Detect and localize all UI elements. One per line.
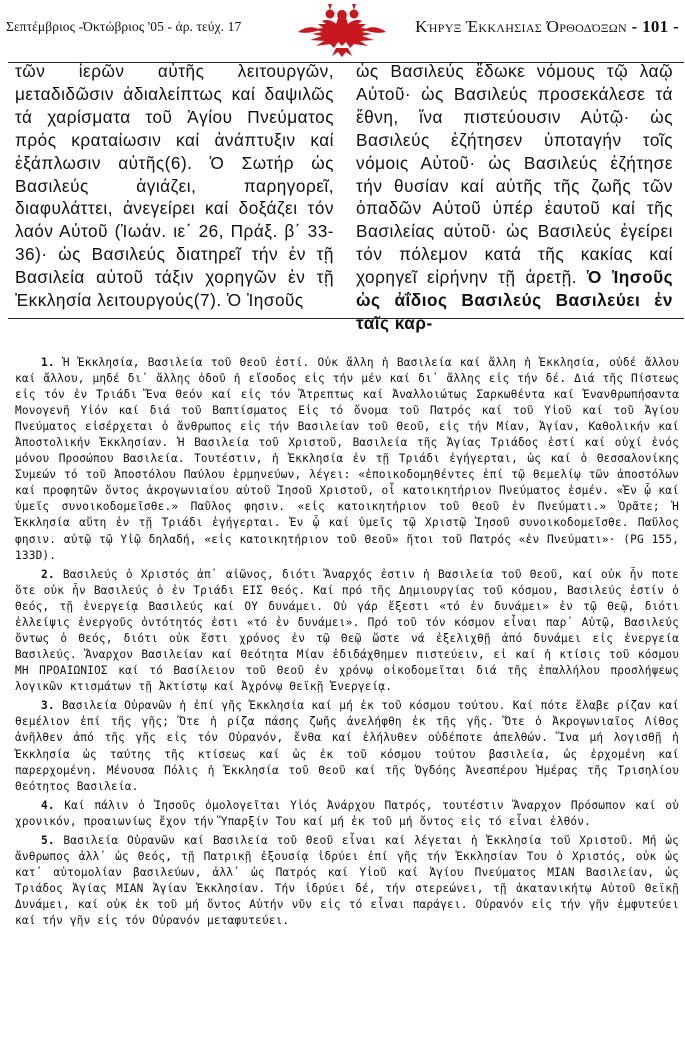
footnote-text: Βασιλεύς ὁ Χριστός ἀπ᾽ αἰῶνος, διότι Ἄναρχός ἐστιν ἡ Βασιλεία τοῦ Θεοῦ, καί οὐκ ἦν ποτε ὅτε οὐκ ἦν Βασιλεύς ὁ ἐν Τριάδι ΕΙΣ Θεός. Καί πρό τῆς Δημιουργίας τοῦ κόσμου, Βασιλεύς ἐστίν ὁ Θεός, τῇ ἐνεργείᾳ Βασιλεύς καί ΟΥ δυνάμει. Οὐ γάρ ἔξεστι «τό ἐν δυνάμει» ἐν τῷ Θεῷ, διότι ἐλλείψις ἐνεργοῦς ὀντότητός ἐστι «τό ἐν δυνάμει». Πρό τοῦ τόν κόσμον εἶναι παρ᾽ Αὐτῷ, Βασιλεύς ὄντως ὁ Θεός, διότι οὐκ ἔστι χρόνος ἐν τῷ Θεῷ ὥστε νά ἐξελιχθῇ ἀπό δυνάμει εἰς ἐνεργεία Βασιλεύς. Ἄναρχον Βασιλείαν καί Θεότητα Μίαν ἐδιδάχθημεν πιστεύειν, εἰ καί ἡ κτίσις τοῦ κόσμου ΜΗ ΠΡΟΑΙΩΝΙΟΣ καί τό Βασίλειον τοῦ Θεοῦ ἐν χρόνῳ οἰκοδομεῖται διά τῆς ἐπαλλήλου προσλήψεως λογικῶν κτισμάτων τῇ Ἀκτίστῳ καί Ἀχρόνῳ Θεϊκῇ Ἐνεργείᾳ. <box>15 567 679 694</box>
double-headed-eagle-icon <box>292 2 392 58</box>
footnote-divider <box>8 318 684 319</box>
journal-title <box>415 17 679 37</box>
footnote-number: 3. <box>41 699 55 713</box>
right-column-bold: Ὁ Ἰησοῦς ὡς ἀΐδιος Βασιλεύς Βασιλεύει ἐν ταῖς καρ- <box>356 267 674 333</box>
page-number: - 101 - <box>631 17 679 36</box>
footnote-number: 5. <box>41 834 55 848</box>
footnote-text: Βασιλεία Οὐρανῶν ἡ ἐπί γῆς Ἐκκλησία καί μή ἐκ τοῦ κόσμου τούτου. Καί πότε ἔλαβε ρίζαν καί θεμέλιον ἐπί τῆς γῆς; Ὅτε ἡ ρίζα πάσης ζωῆς ἀνελήφθη ἐκ τῆς γῆς. Ὅτε ὁ Ἀκρογωνιαῖος Λίθος ἀνῆλθεν ἀπό τῆς γῆς εἰς τόν Οὐρανόν, ἔνθα καί ἐλήλυθεν οὐδέποτε ἀπελθών. Ἵνα μή λογισθῇ ἡ Ἐκκλησία ὡς ταύτης τῆς κτίσεως καί ὡς ἐκ τοῦ κόσμου τούτου βασιλεία, ὡς ἐρχομένη καί παρερχομένη. Μένουσα Πόλις ἡ Ἐκκλησία τοῦ Θεοῦ καί τῆς Ὀγδόης Ἀνεσπέρου Ἡμέρας τῆς Τρισηλίου Θεότητος Βασιλεία. <box>15 699 679 793</box>
journal-name: Κήρυξ Έκκλησιας Όρθοδόξων <box>415 17 627 36</box>
footnote-number: 4. <box>41 798 55 812</box>
footnote-text: Καί πάλιν ὁ Ἰησοῦς ὁμολογεῖται Υἱός Ἀνάρχου Πατρός, τουτέστιν Ἄναρχον Πρόσωπον καί οὐ χρονικόν, προαιωνίως ἔχον τήν Ὕπαρξίν Του καί μή ἐκ τοῦ μή ὄντος εἰς τό εἶναι ἐλθόν. <box>15 798 679 828</box>
footnote-1 <box>15 355 679 564</box>
footnote-text: Ἡ Ἐκκλησία, Βασιλεία τοῦ Θεοῦ ἐστί. Οὐκ ἄλλη ἡ Βασιλεία καί ἄλλη ἡ Ἐκκλησία, οὐδέ ἄλλου καί ἄλλου, μηδέ δι᾽ ἄλλης ὁδοῦ ἡ εἴσοδος εἰς τήν μέν καί δι᾽ ἄλλης εἰς τήν δέ. Διά τῆς Πίστεως εἰς τόν ἐν Τριάδι Ἕνα Θεόν καί εἰς τόν Ἄτρεπτως καί Ἀναλλοιώτως Σαρκωθέντα καί Ἐνανθρωπήσαντα Μονογενῆ Υἱόν καί διά τοῦ Βαπτίσματος Εἰς τό ὄνομα τοῦ Πατρός καί τοῦ Υἱοῦ καί τοῦ Ἁγίου Πνεύματος εἰσέρχεται ὁ ἄνθρωπος εἰς τήν Βασιλείαν τοῦ Θεοῦ, εἰς τήν Μίαν, Ἁγίαν, Καθολικήν καί Ἀποστολικήν Ἐκκλησίαν. Ἡ Βασιλεία τοῦ Χριστοῦ, Βασιλεία τῆς Ἁγίας Τριάδος ἐστί καί οὐχί ἑνός μόνου Προσώπου Βασιλεία. Τουτέστιν, ἡ Ἐκκλησία ἐν τῇ Τριάδι ἐγήγερται, ὡς καί ὁ Θεσσαλονίκης Συμεών τό τοῦ Ἀποστόλου Παύλου ἑρμηνεύων, λέγει: «ἐποικοδομηθέντες ἐπί τῷ θεμελίῳ τῶν ἀποστόλων καί προφητῶν ὄντος ἀκρογωνιαίου αὐτοῦ Ἰησοῦ Χριστοῦ, οἷ κατοικητήριον Πνεύματος ἐσμέν. «Ἐν ᾧ καί ὑμεῖς συνοικοδομεῖσθε.» Παῦλος φησιν. «εἰς κατοικητήριον τοῦ Θεοῦ ἐν Πνεύματι.» Ὁρᾶτε; Ἡ Ἐκκλησία αὕτη ἐν τῇ Τριάδι ἐγήγερται. Ἐν ᾧ καί ὑμεῖς τῷ Χριστῷ Ἰησοῦ συνοικοδομεῖσθε. Παῦλος φησιν. αὐτῷ τῷ Υἱῷ δηλαδή, «εἰς κατοικητήριον τοῦ Θεοῦ» ἤτοι τοῦ Πατρός «ἐν Πνεύματι»· (PG 155, 133D). <box>15 356 679 562</box>
right-column-paragraph <box>356 60 673 335</box>
footnote-number: 1. <box>41 356 55 369</box>
main-text <box>0 60 685 333</box>
footnotes <box>15 355 679 933</box>
left-column <box>15 60 334 312</box>
footnote-2 <box>15 567 679 695</box>
footnote-4 <box>15 798 679 830</box>
page-header <box>0 0 685 60</box>
left-column-text: τῶν ἱερῶν αὐτῆς λειτουργῶν, μεταδιδῶσιν ἀδιαλείπτως καί δαψιλῶς τά χαρίσματα τοῦ Ἁγίου Πνεύματος πρός κραταίωσιν καί ἀνάπτυξιν καί ἐξάπλωσιν αὐτῆς(6). Ὁ Σωτήρ ὡς Βασιλεύς ἁγιάζει, παρηγορεῖ, διαφυλάττει, ἀνεγείρει καί δοξάζει τόν λαόν Αὐτοῦ (Ἰωάν. ιε΄ 26, Πράξ. β΄ 33-36)· ὡς Βασιλεύς διατηρεῖ τήν ἐν τῇ Βασιλεία αὐτοῦ τάξιν χορηγῶν ἐν τῇ Ἐκκλησία λειτουργούς(7). Ὁ Ἰησοῦς <box>15 61 334 311</box>
footnote-number: 2. <box>41 567 55 581</box>
right-column-text: ὡς Βασιλεύς ἔδωκε νόμους τῷ λαῷ Αὐτοῦ· ὡς Βασιλεύς προσεκάλεσε τά ἔθνη, ἵνα πιστεύουσιν Αὐτῷ· ὡς Βασιλεύς ἐζήτησεν ὑποταγήν τοῖς νόμοις Αὐτοῦ· ὡς Βασιλεύς ἐζήτησε τήν θυσίαν καί αὐτῆς τῆς ζωῆς τῶν ὀπαδῶν Αὐτοῦ ὑπέρ ἑαυτοῦ καί τῆς Βασιλείας αὐτοῦ· ὡς Βασιλεύς ἐγείρει τόν πόλεμον κατά τῆς κακίας καί χορηγεῖ εἰρήνην τῇ ἀρετῇ. <box>356 61 673 288</box>
right-column <box>356 60 673 335</box>
issue-date: Σεπτέμβριος -Όκτώβριος '05 - άρ. τεύχ. 17 <box>6 19 242 34</box>
footnote-3 <box>15 698 679 794</box>
footnote-text: Βασιλεία Οὐρανῶν καί Βασιλεία τοῦ Θεοῦ εἶναι καί λέγεται ἡ Ἐκκλησία τοῦ Χριστοῦ. Μή ὡς ἄνθρωπος ἀλλ᾽ ὡς Θεός, τῇ Πατρικῇ ἐξουσίᾳ ἱδρύει ἐπί γῆς τήν Ἐκκλησίαν Του ὁ Χριστός, οὐκ ὡς κατ᾽ αὐτομολίαν βασιλεύων, ἀλλ᾽ ὡς Πατρός καί Υἱοῦ καί Ἁγίου Πνεύματος ΜΙΑΝ Βασιλείαν, ὡς Τριάδος Ἁγίας ΜΙΑΝ Ἁγίαν Ἐκκλησίαν. Τήν ἱδρύει δέ, τήν στερεώνει, τῇ ἀκατανικήτῳ Αὐτοῦ Θεϊκῇ Δυνάμει, καί οὐκ ἐκ τοῦ μή ὄντος Αὐτήν νῦν εἰς τό εἶναι παράγει. Οὐρανόν εἰς τήν γῆν ἐμφυτεύει καί τήν γῆν εἰς τόν Οὐρανόν μεταφυτεύει. <box>15 834 679 928</box>
footnote-5 <box>15 833 679 929</box>
